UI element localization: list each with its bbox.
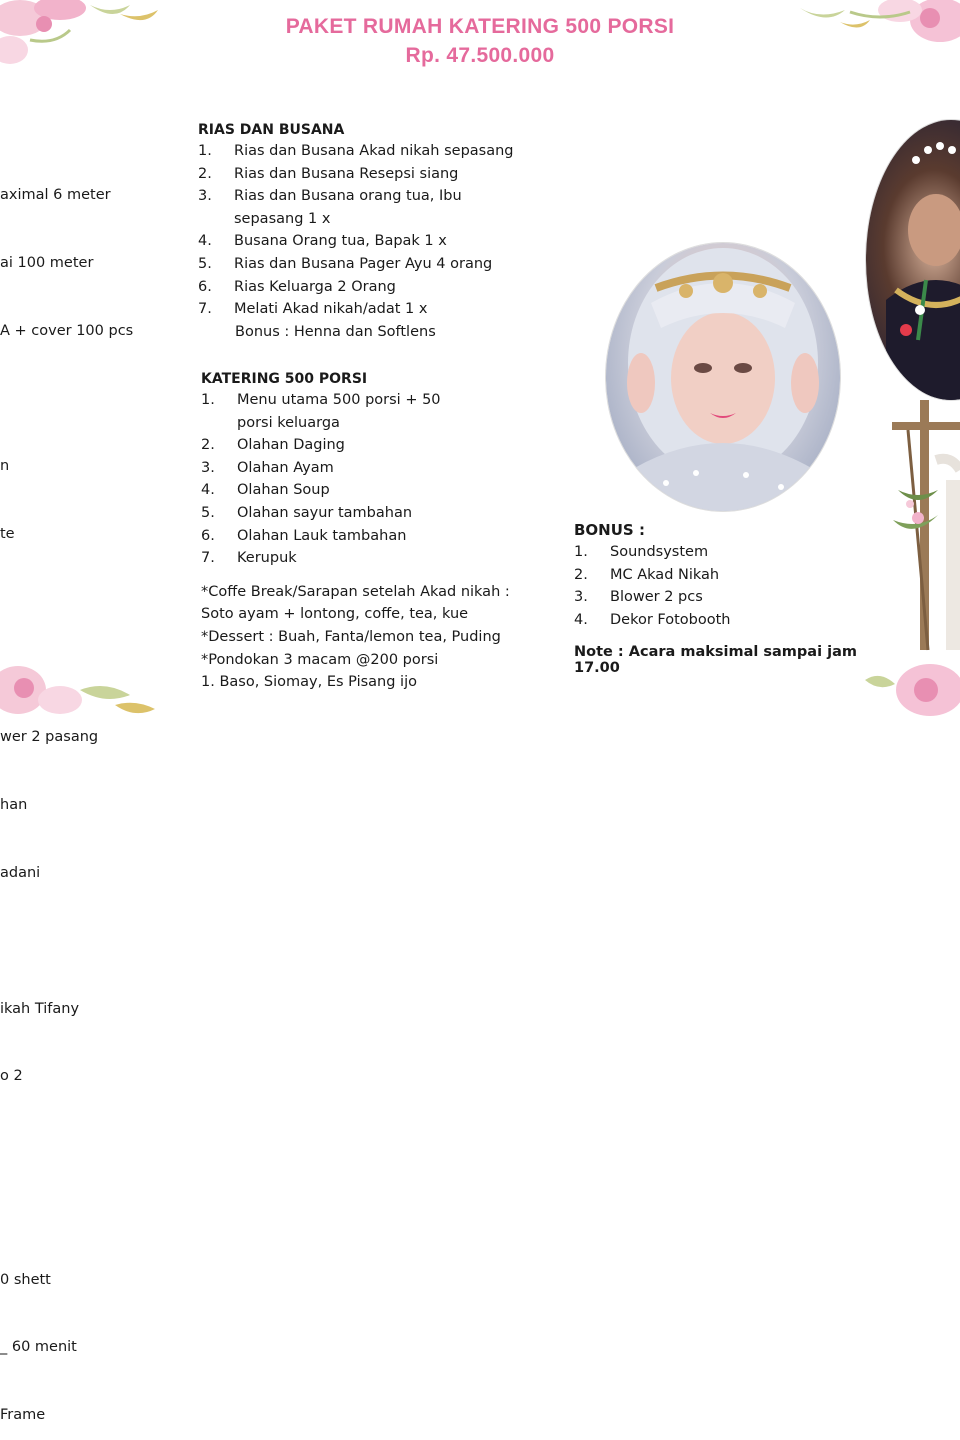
list-item	[201, 434, 541, 457]
katering-list	[201, 389, 541, 570]
list-text: Blower 2 pcs	[610, 589, 703, 606]
list-text: Rias dan Busana Akad nikah sepasang	[234, 143, 514, 159]
left-fragment	[0, 1201, 133, 1224]
note-line: 1. Baso, Siomay, Es Pisang ijo	[201, 674, 417, 691]
list-number: 4.	[201, 482, 215, 499]
list-item	[201, 389, 541, 434]
list-text: Menu utama 500 porsi + 50 porsi keluarga	[237, 392, 441, 431]
left-fragment: ai 100 meter	[0, 254, 94, 271]
list-text: Olahan Lauk tambahan	[237, 527, 407, 544]
list-number: 2.	[574, 566, 588, 583]
bonus-note: Note : Acara maksimal sampai jam 17.00	[574, 644, 857, 677]
list-number: 3.	[198, 188, 212, 205]
left-fragment: o 2	[0, 1068, 23, 1085]
list-text: Rias Keluarga 2 Orang	[234, 278, 396, 295]
list-text: Rias dan Busana Pager Ayu 4 orang	[234, 255, 493, 272]
left-fragment: adani	[0, 865, 41, 881]
left-fragment	[0, 1133, 133, 1156]
left-fragment: n	[0, 458, 10, 475]
rias-list	[198, 140, 538, 321]
list-text: Melati Akad nikah/adat 1 x	[234, 301, 428, 318]
list-text: Olahan Ayam	[237, 459, 334, 476]
list-item	[198, 163, 538, 186]
list-number: 7.	[201, 550, 215, 567]
list-text: Busana Orang tua, Bapak 1 x	[234, 233, 447, 250]
list-item	[574, 564, 904, 587]
left-fragment: Frame	[0, 1407, 46, 1424]
left-column-fragments	[0, 139, 133, 1440]
list-number: 3.	[574, 589, 588, 606]
list-text: Rias dan Busana Resepsi siang	[234, 165, 459, 182]
list-number: 5.	[198, 255, 212, 272]
bonus-heading: BONUS :	[574, 521, 645, 539]
list-text: MC Akad Nikah	[610, 566, 720, 583]
list-number: 2.	[201, 437, 215, 454]
list-number: 4.	[198, 233, 212, 250]
rias-bonus-line: Bonus : Henna dan Softlens	[235, 323, 436, 340]
list-item	[198, 140, 538, 163]
bride-portrait-image	[606, 243, 840, 511]
list-item	[198, 276, 538, 299]
list-text: Olahan Daging	[237, 437, 345, 454]
list-item	[574, 586, 904, 609]
bonus-section	[574, 521, 904, 676]
list-text: Rias dan Busana orang tua, Ibu sepasang 1 x	[234, 188, 462, 227]
left-fragment: han	[0, 797, 28, 814]
list-item	[198, 253, 538, 276]
left-fragment: aximal 6 meter	[0, 187, 111, 204]
list-item	[574, 541, 904, 564]
note-line: *Dessert : Buah, Fanta/lemon tea, Puding	[201, 628, 501, 645]
list-number: 3.	[201, 459, 215, 476]
left-fragment: wer 2 pasang	[0, 729, 99, 746]
left-fragment: ikah Tifany	[0, 1000, 80, 1017]
list-number: 5.	[201, 504, 215, 521]
list-number: 1.	[198, 143, 212, 159]
page-title: PAKET RUMAH KATERING 500 PORSI	[285, 15, 675, 38]
list-item	[198, 230, 538, 253]
left-fragment: A + cover 100 pcs	[0, 322, 134, 339]
list-text: Olahan sayur tambahan	[237, 504, 413, 521]
katering-heading: KATERING 500 PORSI	[201, 371, 368, 387]
list-text: Soundsystem	[610, 544, 709, 560]
rias-section	[198, 122, 538, 343]
couple-portrait-illustration	[866, 120, 960, 400]
katering-section	[201, 371, 541, 694]
list-number: 6.	[198, 278, 212, 295]
list-item	[201, 525, 541, 548]
note-line: *Coffe Break/Sarapan setelah Akad nikah :	[201, 583, 510, 600]
list-item	[198, 185, 538, 230]
note-line: Soto ayam + lontong, coffe, tea, kue	[201, 606, 469, 623]
list-item	[198, 298, 538, 321]
left-fragment: te	[0, 526, 15, 543]
note-line: *Pondokan 3 macam @200 porsi	[201, 651, 439, 668]
left-fragment	[0, 930, 133, 953]
list-number: 4.	[574, 611, 588, 628]
list-text: Dekor Fotobooth	[610, 611, 731, 628]
list-item	[201, 457, 541, 480]
list-number: 7.	[198, 301, 212, 318]
list-item	[201, 502, 541, 525]
left-fragment	[0, 659, 133, 682]
bride-portrait-illustration	[606, 243, 840, 511]
list-item	[201, 547, 541, 570]
list-number: 2.	[198, 165, 212, 182]
rias-heading: RIAS DAN BUSANA	[198, 122, 345, 138]
list-text: Kerupuk	[237, 550, 297, 567]
list-text: Olahan Soup	[237, 482, 330, 499]
katering-notes	[201, 581, 541, 694]
list-number: 6.	[201, 527, 215, 544]
bonus-list	[574, 541, 904, 631]
list-item	[574, 609, 904, 632]
list-number: 1.	[201, 392, 215, 408]
left-fragment: _ 60 menit	[0, 1339, 77, 1356]
left-fragment	[0, 388, 133, 411]
list-item	[201, 479, 541, 502]
couple-portrait-image	[866, 120, 960, 400]
list-number: 1.	[574, 544, 588, 560]
left-fragment	[0, 591, 133, 614]
package-price: Rp. 47.500.000	[405, 44, 555, 67]
left-fragment: 0 shett	[0, 1271, 51, 1288]
